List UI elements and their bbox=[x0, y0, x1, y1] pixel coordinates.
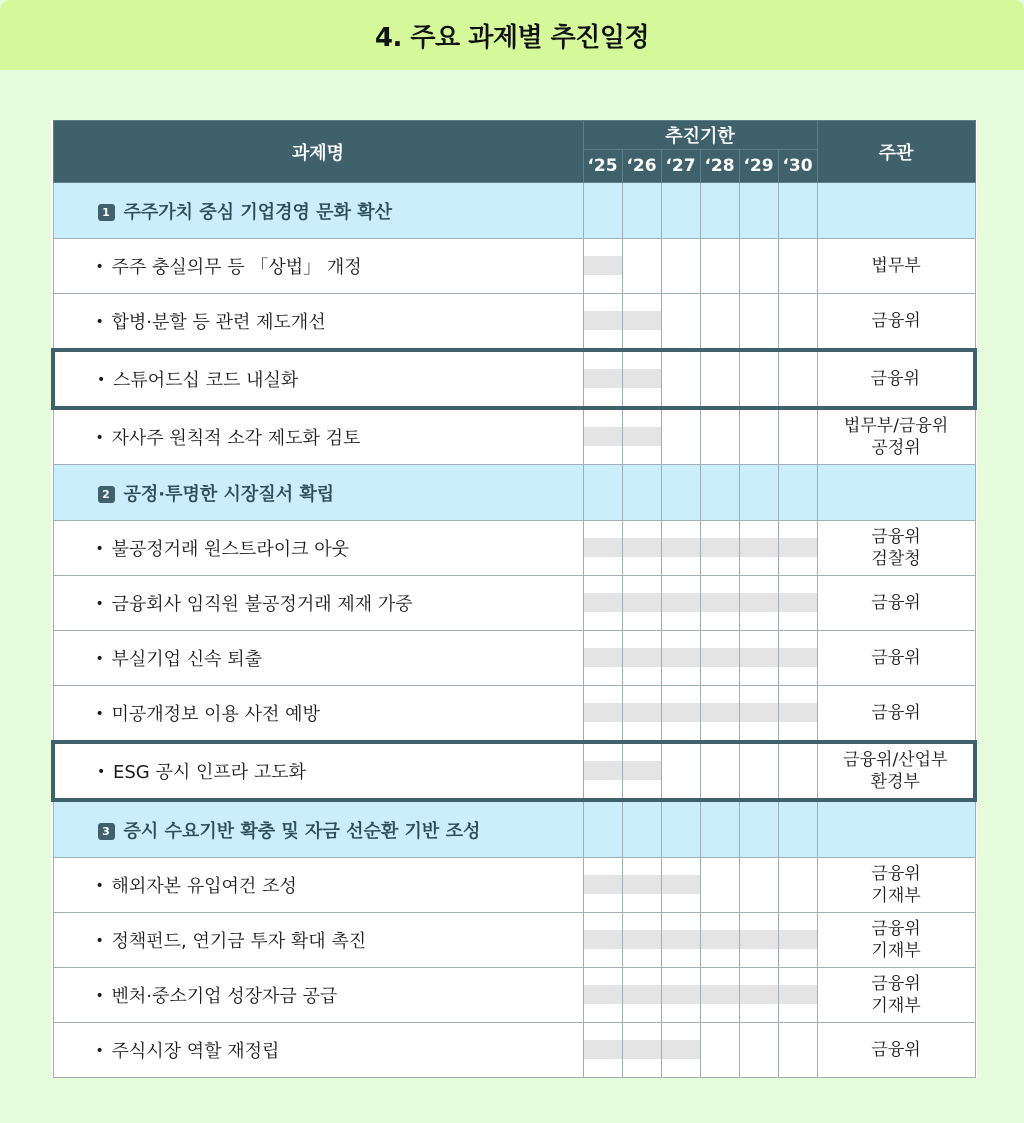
schedule-bar bbox=[623, 875, 661, 894]
schedule-bar bbox=[662, 985, 700, 1004]
task-org-cell bbox=[817, 408, 975, 465]
header-period: 추진기한 bbox=[583, 121, 817, 150]
year-cell bbox=[661, 294, 700, 351]
schedule-bar bbox=[740, 648, 778, 667]
section-empty-cell bbox=[622, 465, 661, 521]
schedule-bar bbox=[623, 761, 661, 780]
schedule-bar bbox=[740, 593, 778, 612]
year-cell bbox=[700, 631, 739, 686]
table-row bbox=[53, 968, 975, 1023]
bullet-icon: • bbox=[95, 314, 104, 330]
schedule-bar bbox=[701, 648, 739, 667]
table-row bbox=[53, 631, 975, 686]
bullet-icon: • bbox=[97, 372, 106, 388]
page-title: 4. 주요 과제별 추진일정 bbox=[374, 22, 650, 53]
task-name-cell bbox=[53, 968, 583, 1023]
task-name-cell bbox=[53, 408, 583, 465]
year-cell bbox=[778, 742, 817, 800]
section-title-cell bbox=[53, 183, 583, 239]
year-cell bbox=[583, 631, 622, 686]
schedule-bar bbox=[779, 538, 817, 557]
table-row bbox=[53, 521, 975, 576]
year-cell bbox=[778, 686, 817, 743]
year-cell bbox=[583, 294, 622, 351]
schedule-bar bbox=[701, 593, 739, 612]
schedule-bar bbox=[623, 538, 661, 557]
section-empty-cell bbox=[622, 800, 661, 858]
year-cell bbox=[739, 294, 778, 351]
bullet-icon: • bbox=[95, 878, 104, 894]
bullet-icon: • bbox=[95, 430, 104, 446]
org-name: 금융위 bbox=[871, 919, 921, 939]
section-title-cell bbox=[53, 465, 583, 521]
schedule-bar bbox=[623, 1040, 661, 1059]
org-name: 공정위 bbox=[871, 438, 921, 458]
org-name: 금융위 bbox=[871, 527, 921, 547]
year-cell bbox=[622, 968, 661, 1023]
section-title: 주주가치 중심 기업경영 문화 확산 bbox=[123, 201, 392, 223]
section-title-cell bbox=[53, 800, 583, 858]
schedule-bar bbox=[623, 648, 661, 667]
table-header bbox=[53, 121, 975, 183]
section-empty-cell bbox=[700, 183, 739, 239]
task-name-cell bbox=[53, 1023, 583, 1078]
header-year: ‘29 bbox=[739, 150, 778, 183]
task-name: ESG 공시 인프라 고도화 bbox=[113, 762, 307, 783]
year-cell bbox=[583, 350, 622, 408]
year-cell bbox=[739, 742, 778, 800]
table-row bbox=[53, 1023, 975, 1078]
year-cell bbox=[700, 239, 739, 294]
header-year: ‘25 bbox=[583, 150, 622, 183]
schedule-bar bbox=[584, 703, 622, 722]
task-org-cell bbox=[817, 742, 975, 800]
bullet-icon: • bbox=[95, 541, 104, 557]
year-cell bbox=[583, 239, 622, 294]
table-row bbox=[53, 858, 975, 913]
year-cell bbox=[661, 631, 700, 686]
year-cell bbox=[622, 239, 661, 294]
schedule-table bbox=[51, 120, 977, 1078]
schedule-bar bbox=[779, 703, 817, 722]
year-cell bbox=[661, 858, 700, 913]
task-name: 주주 충실의무 등 「상법」 개정 bbox=[111, 257, 362, 278]
section-empty-cell bbox=[739, 183, 778, 239]
section-empty-cell bbox=[661, 183, 700, 239]
task-org-cell bbox=[817, 521, 975, 576]
table-row bbox=[53, 576, 975, 631]
year-cell bbox=[778, 913, 817, 968]
task-name: 부실기업 신속 퇴출 bbox=[111, 649, 263, 670]
schedule-bar bbox=[740, 985, 778, 1004]
task-name-cell bbox=[53, 294, 583, 351]
schedule-bar bbox=[623, 311, 661, 330]
section-title: 증시 수요기반 확충 및 자금 선순환 기반 조성 bbox=[123, 820, 481, 842]
year-cell bbox=[778, 521, 817, 576]
schedule-bar bbox=[623, 985, 661, 1004]
section-empty-cell bbox=[778, 183, 817, 239]
year-cell bbox=[661, 742, 700, 800]
year-cell bbox=[739, 239, 778, 294]
section-number-badge: 3 bbox=[98, 823, 115, 840]
year-cell bbox=[661, 239, 700, 294]
table-row bbox=[53, 294, 975, 351]
schedule-bar bbox=[584, 930, 622, 949]
schedule-bar bbox=[584, 1040, 622, 1059]
section-number-badge: 2 bbox=[98, 486, 115, 503]
section-empty-cell bbox=[817, 465, 975, 521]
year-cell bbox=[622, 576, 661, 631]
section-empty-cell bbox=[778, 800, 817, 858]
table-row bbox=[53, 686, 975, 743]
schedule-bar bbox=[623, 593, 661, 612]
year-cell bbox=[622, 350, 661, 408]
section-empty-cell bbox=[778, 465, 817, 521]
year-cell bbox=[583, 521, 622, 576]
schedule-bar bbox=[779, 648, 817, 667]
task-org-cell bbox=[817, 1023, 975, 1078]
section-empty-cell bbox=[661, 465, 700, 521]
section-empty-cell bbox=[583, 183, 622, 239]
section-empty-cell bbox=[817, 800, 975, 858]
task-name-cell bbox=[53, 742, 583, 800]
year-cell bbox=[739, 631, 778, 686]
section-empty-cell bbox=[700, 465, 739, 521]
schedule-bar bbox=[740, 930, 778, 949]
schedule-table-wrapper bbox=[51, 120, 973, 1078]
header-task: 과제명 bbox=[53, 121, 583, 183]
year-cell bbox=[661, 408, 700, 465]
schedule-bar bbox=[662, 875, 700, 894]
task-name-cell bbox=[53, 858, 583, 913]
year-cell bbox=[622, 294, 661, 351]
schedule-bar bbox=[623, 427, 661, 446]
section-row bbox=[53, 800, 975, 858]
schedule-bar bbox=[779, 985, 817, 1004]
year-cell bbox=[661, 576, 700, 631]
year-cell bbox=[583, 858, 622, 913]
year-cell bbox=[700, 576, 739, 631]
section-empty-cell bbox=[700, 800, 739, 858]
year-cell bbox=[583, 686, 622, 743]
year-cell bbox=[622, 1023, 661, 1078]
year-cell bbox=[622, 742, 661, 800]
task-name: 불공정거래 원스트라이크 아웃 bbox=[111, 539, 349, 560]
schedule-bar bbox=[662, 593, 700, 612]
year-cell bbox=[583, 1023, 622, 1078]
task-org-cell bbox=[817, 913, 975, 968]
task-org-cell bbox=[817, 631, 975, 686]
bullet-icon: • bbox=[95, 988, 104, 1004]
bullet-icon: • bbox=[97, 764, 106, 780]
year-cell bbox=[622, 913, 661, 968]
year-cell bbox=[778, 968, 817, 1023]
header-year: ‘30 bbox=[778, 150, 817, 183]
year-cell bbox=[739, 858, 778, 913]
schedule-bar bbox=[662, 1040, 700, 1059]
year-cell bbox=[700, 294, 739, 351]
section-empty-cell bbox=[661, 800, 700, 858]
schedule-bar bbox=[779, 930, 817, 949]
table-row bbox=[53, 408, 975, 465]
year-cell bbox=[778, 294, 817, 351]
year-cell bbox=[778, 408, 817, 465]
org-name: 금융위 bbox=[870, 369, 920, 389]
task-name: 자사주 원칙적 소각 제도화 검토 bbox=[111, 428, 361, 449]
year-cell bbox=[622, 408, 661, 465]
year-cell bbox=[778, 631, 817, 686]
schedule-bar bbox=[584, 761, 622, 780]
task-org-cell bbox=[817, 350, 975, 408]
bullet-icon: • bbox=[95, 1043, 104, 1059]
section-empty-cell bbox=[739, 465, 778, 521]
year-cell bbox=[661, 1023, 700, 1078]
table-row bbox=[53, 350, 975, 408]
bullet-icon: • bbox=[95, 651, 104, 667]
year-cell bbox=[700, 1023, 739, 1078]
table-row bbox=[53, 742, 975, 800]
task-name-cell bbox=[53, 576, 583, 631]
bullet-icon: • bbox=[95, 706, 104, 722]
year-cell bbox=[739, 521, 778, 576]
year-cell bbox=[739, 968, 778, 1023]
year-cell bbox=[622, 686, 661, 743]
schedule-bar bbox=[584, 985, 622, 1004]
section-empty-cell bbox=[583, 800, 622, 858]
year-cell bbox=[739, 408, 778, 465]
year-cell bbox=[622, 858, 661, 913]
section-row bbox=[53, 183, 975, 239]
task-org-cell bbox=[817, 968, 975, 1023]
year-cell bbox=[661, 968, 700, 1023]
schedule-bar bbox=[779, 593, 817, 612]
schedule-bar bbox=[701, 930, 739, 949]
org-name: 금융위 bbox=[871, 311, 921, 331]
task-name-cell bbox=[53, 686, 583, 743]
schedule-bar bbox=[584, 593, 622, 612]
task-name-cell bbox=[53, 631, 583, 686]
section-empty-cell bbox=[622, 183, 661, 239]
header-org: 주관 bbox=[817, 121, 975, 183]
year-cell bbox=[583, 408, 622, 465]
year-cell bbox=[778, 858, 817, 913]
table-row bbox=[53, 913, 975, 968]
task-name: 주식시장 역할 재정립 bbox=[111, 1041, 280, 1062]
section-number-badge: 1 bbox=[98, 204, 115, 221]
year-cell bbox=[778, 239, 817, 294]
schedule-bar bbox=[701, 985, 739, 1004]
org-name: 법무부/금융위 bbox=[843, 416, 949, 436]
task-name: 미공개정보 이용 사전 예방 bbox=[111, 704, 320, 725]
bullet-icon: • bbox=[95, 596, 104, 612]
org-name: 금융위 bbox=[871, 864, 921, 884]
task-name-cell bbox=[53, 350, 583, 408]
year-cell bbox=[700, 968, 739, 1023]
section-empty-cell bbox=[817, 183, 975, 239]
section-empty-cell bbox=[583, 465, 622, 521]
header-year: ‘27 bbox=[661, 150, 700, 183]
year-cell bbox=[778, 350, 817, 408]
year-cell bbox=[700, 521, 739, 576]
schedule-bar bbox=[662, 703, 700, 722]
year-cell bbox=[622, 521, 661, 576]
schedule-bar bbox=[584, 369, 622, 388]
year-cell bbox=[739, 1023, 778, 1078]
schedule-bar bbox=[584, 256, 622, 275]
year-cell bbox=[739, 686, 778, 743]
bullet-icon: • bbox=[95, 259, 104, 275]
year-cell bbox=[739, 350, 778, 408]
org-name: 금융위 bbox=[871, 974, 921, 994]
task-name-cell bbox=[53, 913, 583, 968]
section-row bbox=[53, 465, 975, 521]
table-body bbox=[53, 183, 975, 1078]
task-org-cell bbox=[817, 686, 975, 743]
year-cell bbox=[583, 968, 622, 1023]
schedule-bar bbox=[701, 538, 739, 557]
task-org-cell bbox=[817, 239, 975, 294]
schedule-bar bbox=[584, 538, 622, 557]
year-cell bbox=[700, 913, 739, 968]
schedule-bar bbox=[584, 311, 622, 330]
year-cell bbox=[700, 742, 739, 800]
year-cell bbox=[583, 742, 622, 800]
schedule-bar bbox=[584, 648, 622, 667]
year-cell bbox=[661, 913, 700, 968]
header-year: ‘26 bbox=[622, 150, 661, 183]
task-org-cell bbox=[817, 294, 975, 351]
org-name: 금융위 bbox=[871, 703, 921, 723]
year-cell bbox=[700, 408, 739, 465]
org-name: 기재부 bbox=[871, 996, 921, 1016]
org-name: 금융위/산업부 bbox=[843, 750, 948, 770]
year-cell bbox=[739, 913, 778, 968]
schedule-bar bbox=[623, 369, 661, 388]
task-name: 금융회사 임직원 불공정거래 제재 가중 bbox=[111, 594, 413, 615]
year-cell bbox=[700, 858, 739, 913]
year-cell bbox=[583, 576, 622, 631]
schedule-bar bbox=[701, 703, 739, 722]
schedule-bar bbox=[662, 538, 700, 557]
org-name: 법무부 bbox=[871, 256, 921, 276]
year-cell bbox=[778, 1023, 817, 1078]
schedule-bar bbox=[662, 648, 700, 667]
org-name: 기재부 bbox=[871, 886, 921, 906]
task-name: 스튜어드십 코드 내실화 bbox=[113, 370, 299, 391]
section-title: 공정·투명한 시장질서 확립 bbox=[123, 483, 335, 505]
task-name-cell bbox=[53, 521, 583, 576]
task-name-cell bbox=[53, 239, 583, 294]
org-name: 금융위 bbox=[871, 1040, 921, 1060]
task-org-cell bbox=[817, 858, 975, 913]
schedule-bar bbox=[740, 538, 778, 557]
year-cell bbox=[661, 350, 700, 408]
schedule-bar bbox=[662, 930, 700, 949]
year-cell bbox=[700, 350, 739, 408]
title-banner bbox=[0, 0, 1024, 70]
org-name: 기재부 bbox=[871, 941, 921, 961]
task-name: 벤처·중소기업 성장자금 공급 bbox=[111, 986, 338, 1007]
schedule-bar bbox=[584, 875, 622, 894]
year-cell bbox=[661, 686, 700, 743]
task-name: 합병·분할 등 관련 제도개선 bbox=[111, 312, 326, 333]
org-name: 금융위 bbox=[871, 648, 921, 668]
year-cell bbox=[661, 521, 700, 576]
section-empty-cell bbox=[739, 800, 778, 858]
year-cell bbox=[583, 913, 622, 968]
task-name: 해외자본 유입여건 조성 bbox=[111, 876, 297, 897]
year-cell bbox=[739, 576, 778, 631]
schedule-bar bbox=[623, 930, 661, 949]
task-name: 정책펀드, 연기금 투자 확대 촉진 bbox=[111, 931, 367, 952]
year-cell bbox=[622, 631, 661, 686]
year-cell bbox=[778, 576, 817, 631]
schedule-bar bbox=[584, 427, 622, 446]
schedule-bar bbox=[623, 703, 661, 722]
header-year: ‘28 bbox=[700, 150, 739, 183]
bullet-icon: • bbox=[95, 933, 104, 949]
schedule-bar bbox=[740, 703, 778, 722]
org-name: 환경부 bbox=[870, 772, 920, 792]
table-row bbox=[53, 239, 975, 294]
org-name: 금융위 bbox=[871, 593, 921, 613]
org-name: 검찰청 bbox=[871, 549, 921, 569]
year-cell bbox=[700, 686, 739, 743]
task-org-cell bbox=[817, 576, 975, 631]
